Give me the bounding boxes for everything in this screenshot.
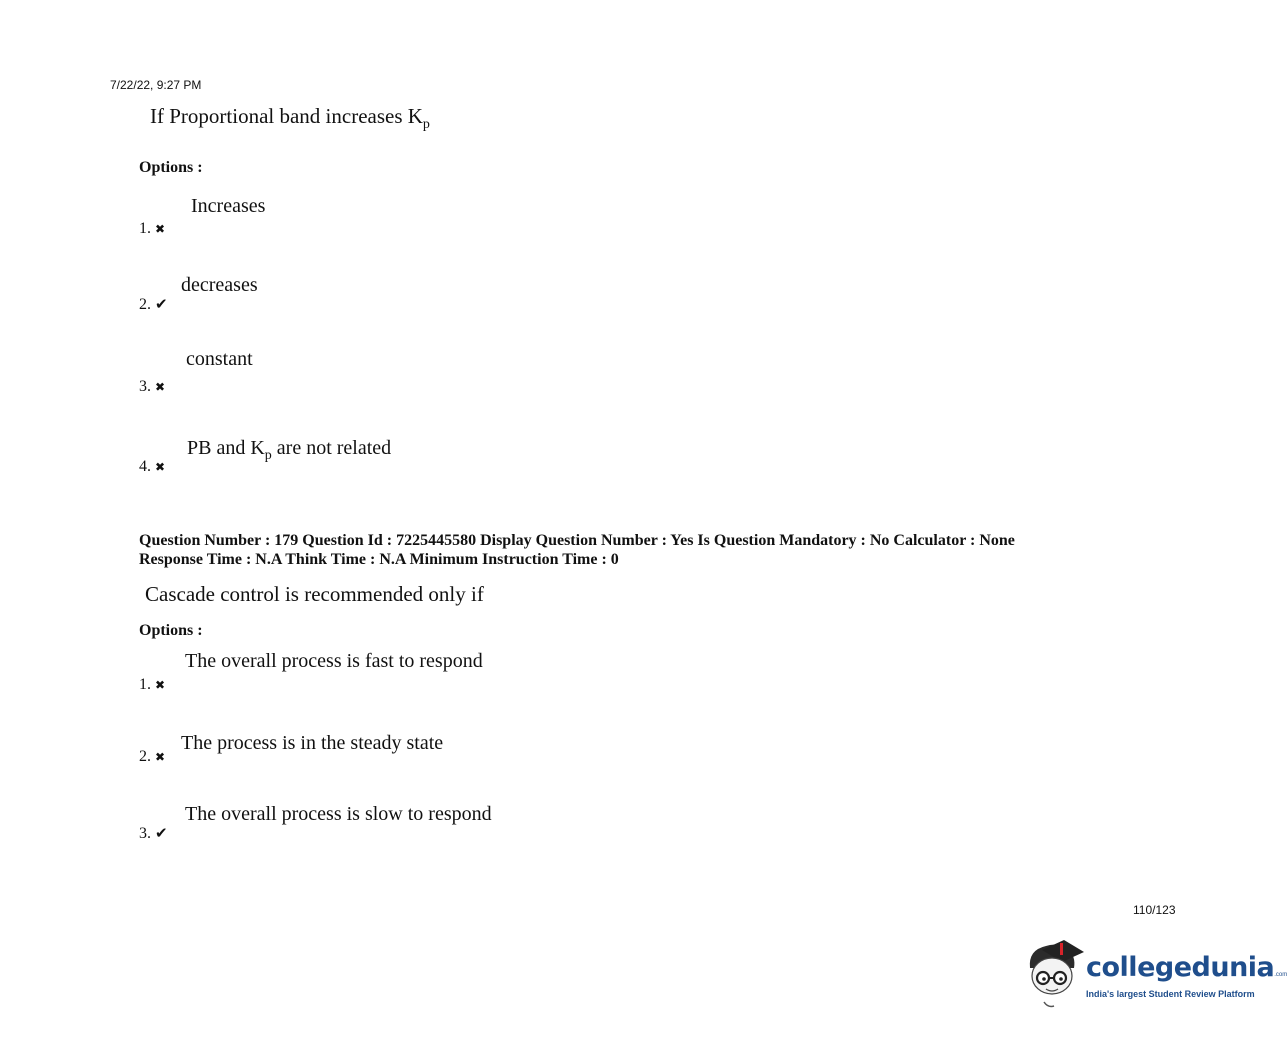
brand-wordmark <box>1086 952 1287 983</box>
collegedunia-logo <box>1024 938 1287 1010</box>
q1-option-3-marker <box>139 378 165 396</box>
question-2-meta-line-1: Question Number : 179 Question Id : 7225445580 Display Question Number : Yes Is Question Mandatory : No Calculator : None <box>139 532 1015 549</box>
cross-icon: ✖ <box>155 460 166 474</box>
q2-option-3-number: 3. <box>139 825 151 842</box>
q2-option-1-marker <box>139 676 165 694</box>
q2-option-1-number: 1. <box>139 676 151 693</box>
q2-option-2-number: 2. <box>139 748 151 765</box>
q1-option-4-marker <box>139 458 165 476</box>
q2-option-3-text: The overall process is slow to respond <box>185 803 492 825</box>
cross-icon: ✖ <box>155 678 166 692</box>
brand-tagline: India's largest Student Review Platform <box>1086 989 1255 999</box>
cross-icon: ✖ <box>155 380 166 394</box>
q1-option-1-number: 1. <box>139 220 151 237</box>
check-icon: ✔ <box>155 824 168 842</box>
question-2-meta-line-2: Response Time : N.A Think Time : N.A Minimum Instruction Time : 0 <box>139 551 619 568</box>
q1-option-2-text: decreases <box>181 274 258 296</box>
q1-option-3-number: 3. <box>139 378 151 395</box>
q1-option-2-marker <box>139 295 168 314</box>
question-2-options-label: Options : <box>139 622 203 639</box>
q1-option-3-text: constant <box>186 348 253 370</box>
q2-option-2-text: The process is in the steady state <box>181 732 444 754</box>
q1-option-4-text: PB and $K_p$ are not related <box>187 437 392 463</box>
q1-option-1-text: Increases <box>191 195 266 217</box>
q1-option-4-number: 4. <box>139 458 151 475</box>
q1-option-1-marker <box>139 220 165 238</box>
print-timestamp: 7/22/22, 9:27 PM <box>110 78 202 92</box>
page-number: 110/123 <box>1133 903 1176 917</box>
check-icon: ✔ <box>155 295 168 313</box>
question-2-text: Cascade control is recommended only if <box>145 582 484 606</box>
question-1-options-label: Options : <box>139 159 203 176</box>
cross-icon: ✖ <box>155 222 166 236</box>
q2-option-1-text: The overall process is fast to respond <box>185 650 483 672</box>
brand-name: collegedunia <box>1086 952 1275 983</box>
q2-option-2-marker <box>139 748 165 766</box>
question-1-text: If Proportional band increases $K_p$ <box>150 104 430 133</box>
cross-icon: ✖ <box>155 750 166 764</box>
q2-option-3-marker <box>139 824 168 843</box>
brand-dotcom: .com <box>1274 972 1287 978</box>
mascot-logo-icon <box>1024 938 1086 1010</box>
q1-option-2-number: 2. <box>139 296 151 313</box>
